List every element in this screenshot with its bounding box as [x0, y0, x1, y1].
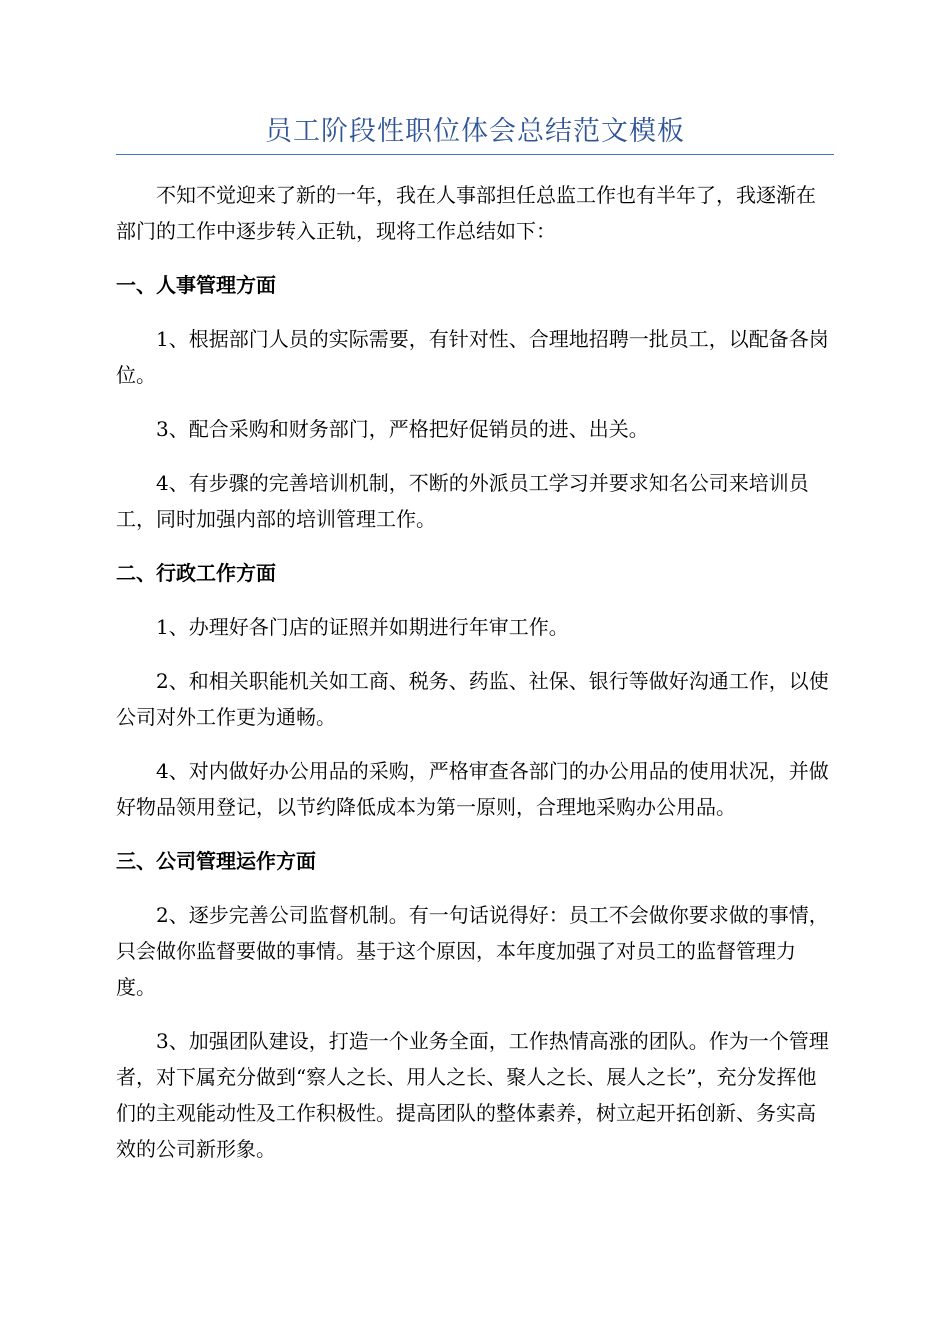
paragraph: 3、配合采购和财务部门，严格把好促销员的进、出关。: [156, 417, 649, 441]
intro-paragraph: 不知不觉迎来了新的一年，我在人事部担任总监工作也有半年了，我逐渐在部门的工作中逐步转入正轨，现将工作总结如下：: [116, 183, 816, 243]
title-underline: [116, 154, 834, 155]
paragraph: 2、逐步完善公司监督机制。有一句话说得好：员工不会做你要求做的事情，只会做你监督要做的事情。基于这个原因，本年度加强了对员工的监督管理力度。: [116, 903, 829, 999]
paragraph: 3、加强团队建设，打造一个业务全面，工作热情高涨的团队。作为一个管理者，对下属充分做到“察人之长、用人之长、聚人之长、展人之长”，充分发挥他们的主观能动性及工作积极性。提高团队的整体素养，树立起开拓创新、务实高效的公司新形象。: [116, 1029, 829, 1161]
section-heading-hr: 一、人事管理方面: [116, 273, 276, 297]
document-title: 员工阶段性职位体会总结范文模板: [265, 116, 685, 147]
paragraph: 1、根据部门人员的实际需要，有针对性、合理地招聘一批员工，以配备各岗位。: [116, 327, 829, 387]
section-heading-management: 三、公司管理运作方面: [116, 849, 316, 873]
document-body: [116, 177, 834, 1185]
paragraph: 4、对内做好办公用品的采购，严格审查各部门的办公用品的使用状况，并做好物品领用登记，以节约降低成本为第一原则，合理地采购办公用品。: [116, 759, 829, 819]
section-heading-admin: 二、行政工作方面: [116, 561, 276, 585]
paragraph: 1、办理好各门店的证照并如期进行年审工作。: [156, 615, 569, 639]
paragraph: 4、有步骤的完善培训机制，不断的外派员工学习并要求知名公司来培训员工，同时加强内部的培训管理工作。: [116, 471, 809, 531]
paragraph: 2、和相关职能机关如工商、税务、药监、社保、银行等做好沟通工作，以使公司对外工作更为通畅。: [116, 669, 829, 729]
